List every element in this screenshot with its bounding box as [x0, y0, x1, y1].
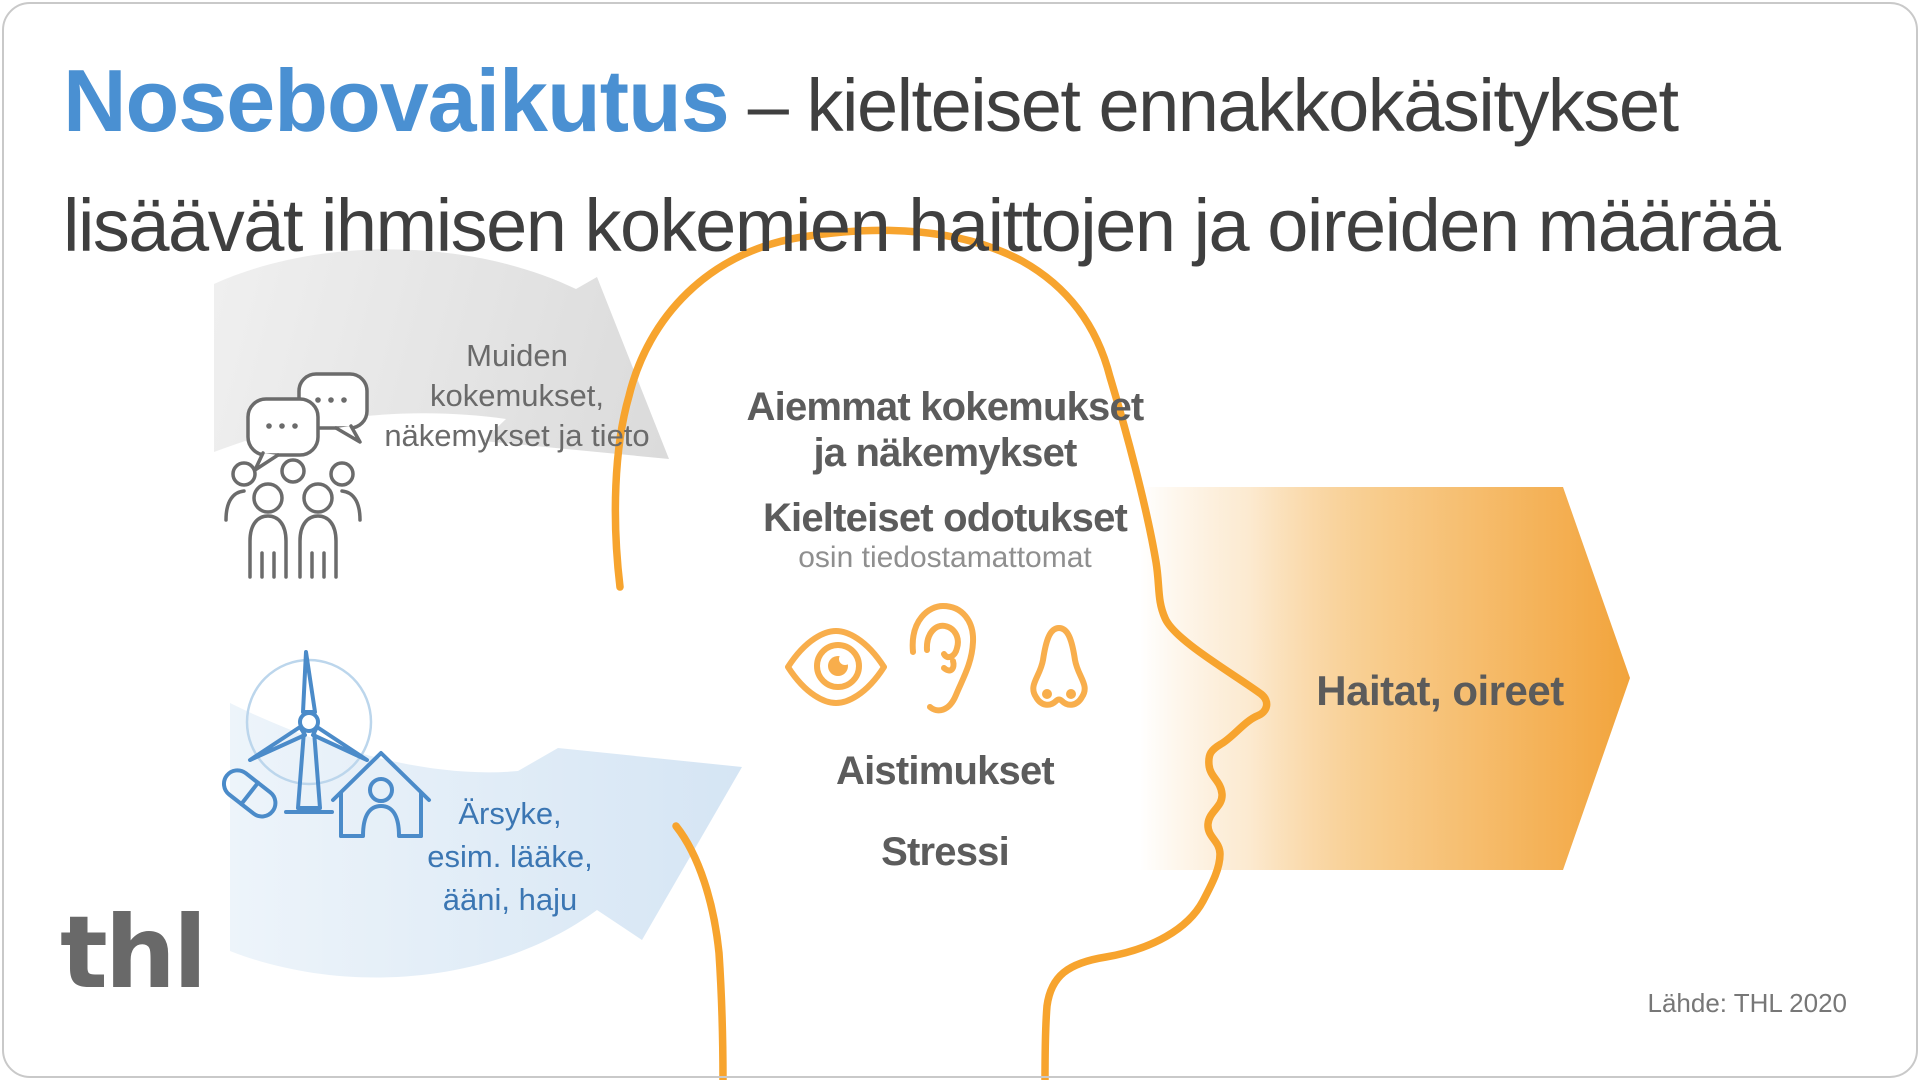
social-arrow-label-line: näkemykset ja tieto — [384, 418, 650, 453]
social-arrow-label-line: Muiden — [466, 338, 568, 373]
thl-logo: thl — [60, 894, 205, 1011]
social-arrow-label — [352, 336, 682, 456]
label-stress: Stressi — [881, 830, 1009, 874]
social-arrow-label-line: kokemukset, — [429, 378, 604, 413]
title-highlight: Nosebovaikutus — [63, 51, 729, 150]
stimulus-arrow-label-line: esim. lääke, — [427, 839, 593, 874]
label-negative-expectations-sub: osin tiedostamattomat — [798, 541, 1092, 574]
people-group-icon — [226, 460, 360, 577]
stimulus-arrow-label-line: ääni, haju — [442, 882, 578, 917]
title-rest: – kielteiset ennakkokäsitykset — [728, 64, 1678, 147]
label-prior-experiences-line: ja näkemykset — [813, 431, 1077, 475]
stimulus-arrow-label — [350, 792, 670, 921]
label-prior-experiences-line: Aiemmat kokemukset — [746, 385, 1144, 429]
eye-icon — [788, 631, 884, 703]
nose-icon — [1033, 628, 1084, 705]
ear-icon — [913, 606, 973, 710]
label-sensations: Aistimukset — [836, 749, 1054, 793]
outcome-arrow-label: Haitat, oireet — [1316, 667, 1564, 714]
stimulus-arrow-label-line: Ärsyke, — [458, 796, 562, 831]
label-prior-experiences — [720, 384, 1170, 476]
source-note: Lähde: THL 2020 — [1647, 988, 1847, 1018]
title-line1 — [63, 46, 1863, 182]
label-negative-expectations: Kielteiset odotukset — [762, 496, 1128, 540]
title-line2: lisäävät ihmisen kokemien haittojen ja oireiden määrää — [63, 184, 1780, 267]
page-title — [63, 46, 1863, 266]
